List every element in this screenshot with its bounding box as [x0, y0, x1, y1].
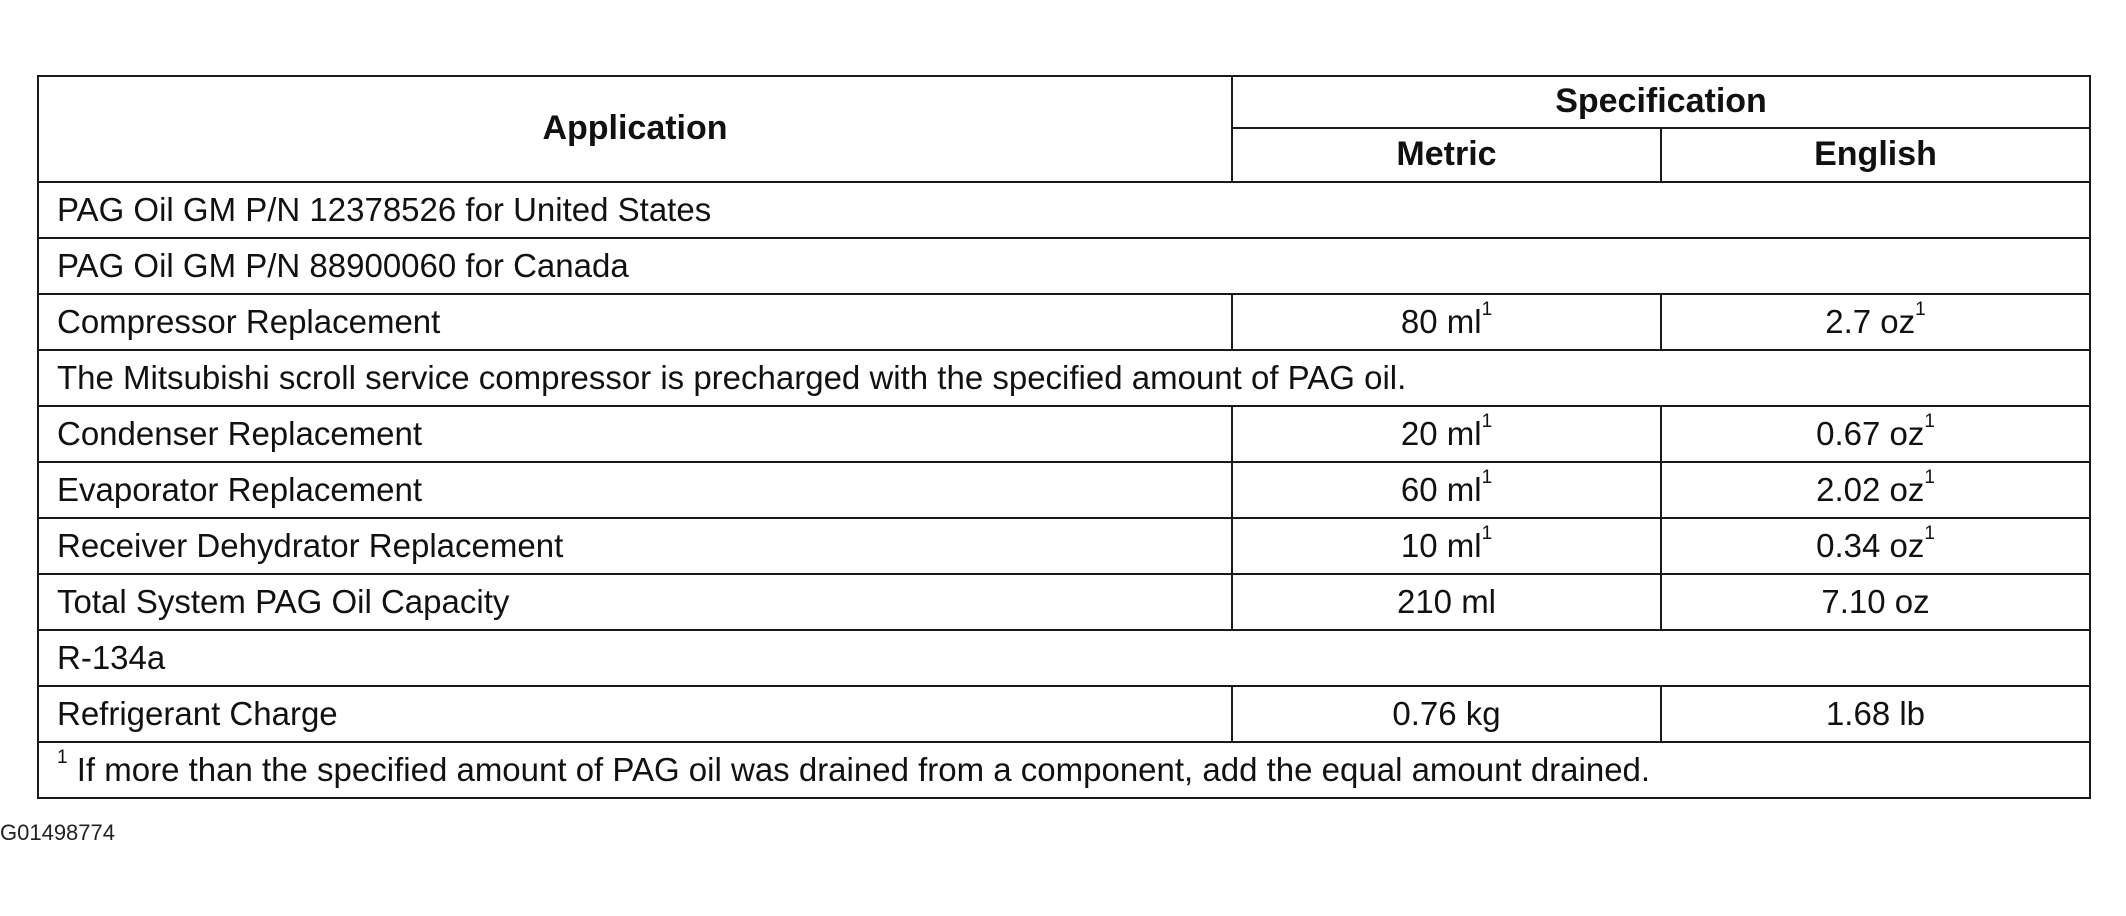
- english-header: English: [1661, 128, 2090, 182]
- table-row: [38, 574, 2090, 630]
- row-english: 1.68 lb: [1661, 686, 2090, 742]
- row-application: Total System PAG Oil Capacity: [38, 574, 1232, 630]
- footnote-marker: 1: [1915, 298, 1926, 320]
- footnote-marker: 1: [1481, 298, 1493, 320]
- row-english: 2.7 $oz^1$: [1661, 294, 2090, 350]
- table-row: [38, 294, 2090, 350]
- row-application: Receiver Dehydrator Replacement: [38, 518, 1232, 574]
- footnote-marker: 1: [1924, 522, 1935, 544]
- table-row: [38, 686, 2090, 742]
- metric-header: Metric: [1232, 128, 1661, 182]
- refrigerant-type: R-134a: [38, 630, 2090, 686]
- row-application: Compressor Replacement: [38, 294, 1232, 350]
- footnote-marker: 1: [1924, 410, 1935, 432]
- row-metric: 20 $ml^1$: [1232, 406, 1661, 462]
- row-english: 7.10 oz: [1661, 574, 2090, 630]
- precharge-note: The Mitsubishi scroll service compressor is precharged with the specified amount of PAG oil.: [38, 350, 2090, 406]
- specification-header: Specification: [1232, 76, 2090, 128]
- footnote-marker: 1: [1481, 522, 1493, 544]
- row-metric: 210 ml: [1232, 574, 1661, 630]
- row-application: Refrigerant Charge: [38, 686, 1232, 742]
- footnote-marker: 1: [57, 746, 68, 768]
- row-application: Evaporator Replacement: [38, 462, 1232, 518]
- footnote-text: If more than the specified amount of PAG oil was drained from a component, add the equal amount drained.: [76, 750, 1651, 788]
- table-row: [38, 406, 2090, 462]
- row-metric: 60 $ml^1$: [1232, 462, 1661, 518]
- footnote-marker: 1: [1481, 410, 1493, 432]
- row-english: 0.34 $oz^1$: [1661, 518, 2090, 574]
- row-english: 2.02 $oz^1$: [1661, 462, 2090, 518]
- table-row: [38, 462, 2090, 518]
- figure-id: G01498774: [0, 820, 115, 845]
- specification-table: [37, 75, 2091, 799]
- row-metric: 10 $ml^1$: [1232, 518, 1661, 574]
- footnote-marker: 1: [1924, 466, 1935, 488]
- row-english: 0.67 $oz^1$: [1661, 406, 2090, 462]
- footnote: [38, 742, 2090, 798]
- row-metric: 80 $ml^1$: [1232, 294, 1661, 350]
- oil-canada-note: PAG Oil GM P/N 88900060 for Canada: [38, 238, 2090, 294]
- row-application: Condenser Replacement: [38, 406, 1232, 462]
- table-row: [38, 518, 2090, 574]
- row-metric: 0.76 kg: [1232, 686, 1661, 742]
- application-header: Application: [38, 76, 1232, 182]
- footnote-marker: 1: [1481, 466, 1493, 488]
- oil-us-note: PAG Oil GM P/N 12378526 for United States: [38, 182, 2090, 238]
